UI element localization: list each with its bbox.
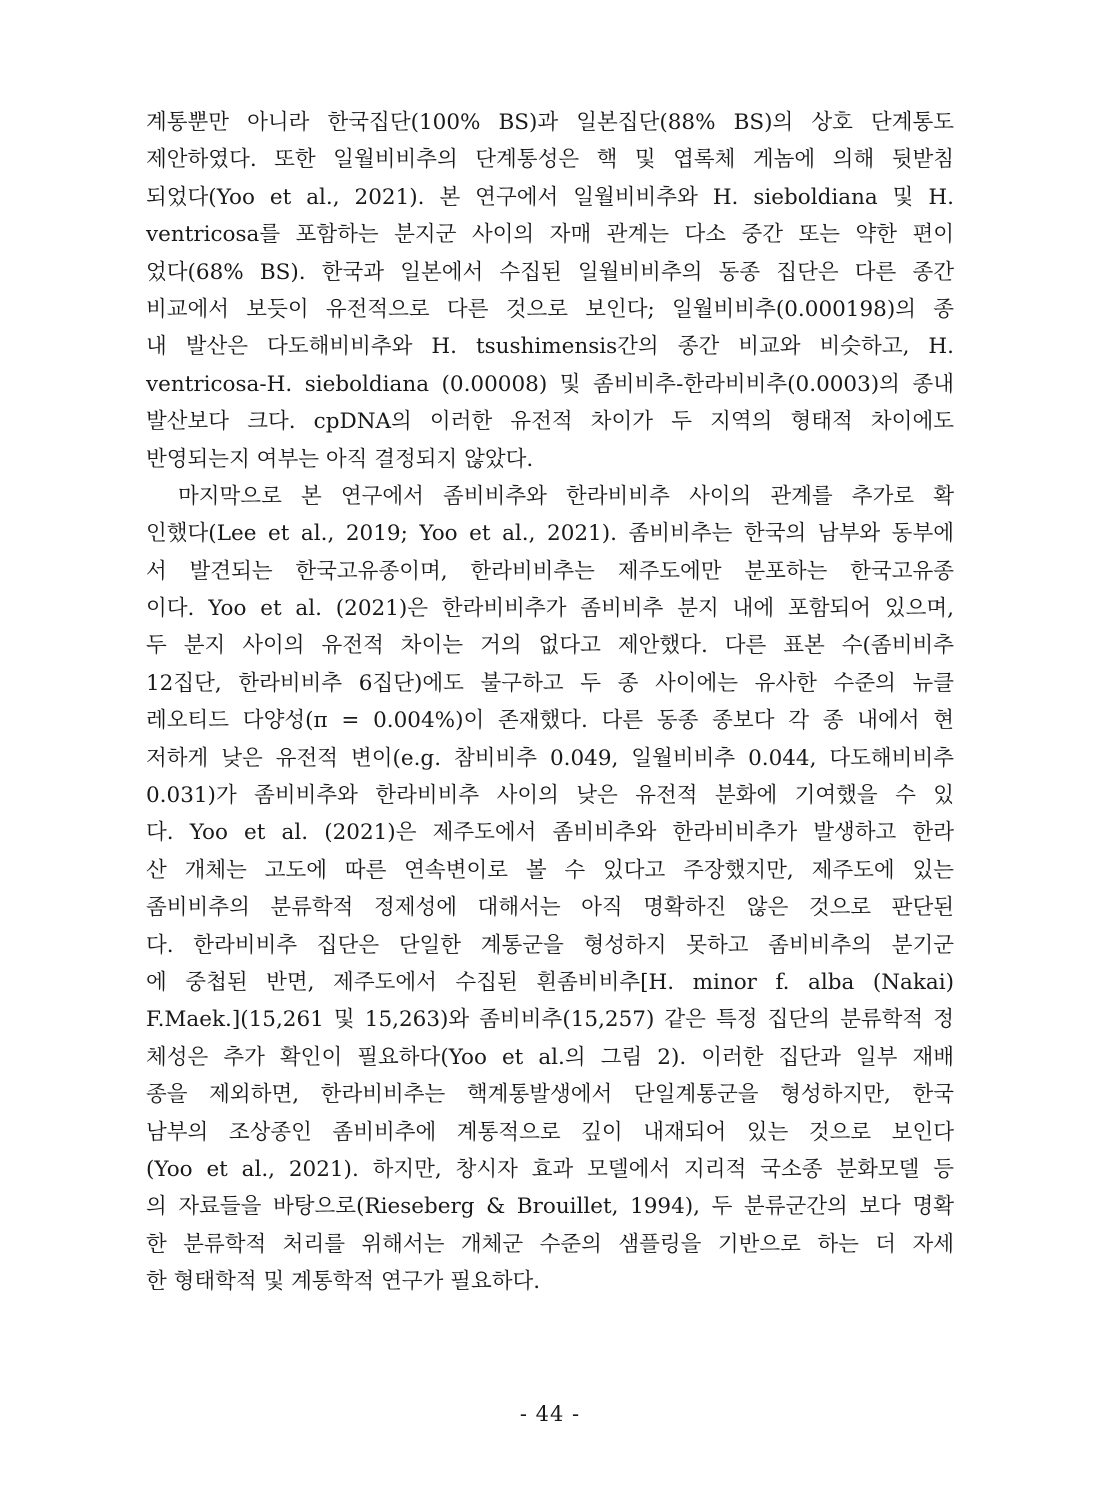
- paragraph-2-line: 다. 한라비비추 집단은 단일한 계통군을 형성하지 못하고 좀비비추의 분기군: [146, 932, 954, 958]
- paragraph-2-line: 남부의 조상종인 좀비비추에 계통적으로 깊이 내재되어 있는 것으로 보인다: [146, 1119, 954, 1145]
- paragraph-1-line: 되었다(Yoo et al., 2021). 본 연구에서 일월비비추와 H. sieboldiana 및 H.: [146, 184, 954, 210]
- paragraph-1-line: 비교에서 보듯이 유전적으로 다른 것으로 보인다; 일월비비추(0.000198)의 종: [146, 296, 954, 322]
- paragraph-1-line: 계통뿐만 아니라 한국집단(100% BS)과 일본집단(88% BS)의 상호 단계통도: [146, 110, 954, 135]
- paragraph-2-line: 다. Yoo et al. (2021)은 제주도에서 좀비비추와 한라비비추가 발생하고 한라: [146, 820, 954, 846]
- paragraph-2-line: 12집단, 한라비비추 6집단)에도 불구하고 두 종 사이에는 유사한 수준의 뉴클: [146, 670, 954, 696]
- paragraph-2-line: F.Maek.](15,261 및 15,263)와 좀비비추(15,257) 같은 특정 집단의 분류학적 정: [146, 1007, 954, 1033]
- paragraph-2-line: 레오티드 다양성(π = 0.004%)이 존재했다. 다른 동종 종보다 각 종 내에서 현: [146, 708, 954, 734]
- paragraph-2-line: 산 개체는 고도에 따른 연속변이로 볼 수 있다고 주장했지만, 제주도에 있는: [146, 857, 954, 883]
- paragraph-2-line: 마지막으로 본 연구에서 좀비비추와 한라비비추 사이의 관계를 추가로 확: [178, 483, 954, 509]
- paragraph-1-line: ventricosa-H. sieboldiana (0.00008) 및 좀비비추-한라비비추(0.0003)의 종내: [146, 371, 954, 397]
- paragraph-2-line: 체성은 추가 확인이 필요하다(Yoo et al.의 그림 2). 이러한 집단과 일부 재배: [146, 1044, 954, 1070]
- paragraph-2-line: 종을 제외하면, 한라비비추는 핵계통발생에서 단일계통군을 형성하지만, 한국: [146, 1082, 954, 1108]
- paragraph-2-line: 에 중첩된 반면, 제주도에서 수집된 흰좀비비추[H. minor f. alba (Nakai): [146, 969, 954, 995]
- paragraph-1-line: 었다(68% BS). 한국과 일본에서 수집된 일월비비추의 동종 집단은 다른 종간: [146, 259, 954, 285]
- paragraph-2-line: 한 형태학적 및 계통학적 연구가 필요하다.: [146, 1269, 541, 1295]
- paragraph-2-line: (Yoo et al., 2021). 하지만, 창시자 효과 모델에서 지리적 국소종 분화모델 등: [146, 1156, 954, 1182]
- paragraph-2-line: 저하게 낮은 유전적 변이(e.g. 참비비추 0.049, 일월비비추 0.044, 다도해비비추: [146, 745, 954, 771]
- paragraph-1-line: 반영되는지 여부는 아직 결정되지 않았다.: [146, 446, 534, 472]
- paragraph-2-line: 의 자료들을 바탕으로(Rieseberg & Brouillet, 1994), 두 분류군간의 보다 명확: [146, 1194, 954, 1220]
- paragraph-2-line: 인했다(Lee et al., 2019; Yoo et al., 2021). 좀비비추는 한국의 남부와 동부에: [146, 521, 954, 547]
- paragraph-1-line: ventricosa를 포함하는 분지군 사이의 자매 관계는 다소 중간 또는 약한 편이: [146, 222, 954, 248]
- page-number: - 44 -: [519, 1402, 581, 1426]
- paragraph-2-line: 좀비비추의 분류학적 정제성에 대해서는 아직 명확하진 않은 것으로 판단된: [146, 895, 954, 921]
- paragraph-2-line: 이다. Yoo et al. (2021)은 한라비비추가 좀비비추 분지 내에 포함되어 있으며,: [146, 596, 954, 622]
- paragraph-1-line: 제안하였다. 또한 일월비비추의 단계통성은 핵 및 엽록체 게놈에 의해 뒷받침: [146, 147, 954, 173]
- paragraph-2-line: 서 발견되는 한국고유종이며, 한라비비추는 제주도에만 분포하는 한국고유종: [146, 558, 954, 584]
- paragraph-2-line: 한 분류학적 처리를 위해서는 개체군 수준의 샘플링을 기반으로 하는 더 자세: [146, 1231, 954, 1257]
- paragraph-1-line: 발산보다 크다. cpDNA의 이러한 유전적 차이가 두 지역의 형태적 차이에도: [146, 409, 954, 435]
- paragraph-2-line: 두 분지 사이의 유전적 차이는 거의 없다고 제안했다. 다른 표본 수(좀비비추: [146, 633, 954, 659]
- body-text: [146, 104, 954, 1301]
- paragraph-1-line: 내 발산은 다도해비비추와 H. tsushimensis간의 종간 비교와 비슷하고, H.: [146, 334, 954, 360]
- paragraph-2-line: 0.031)가 좀비비추와 한라비비추 사이의 낮은 유전적 분화에 기여했을 수 있: [146, 783, 954, 809]
